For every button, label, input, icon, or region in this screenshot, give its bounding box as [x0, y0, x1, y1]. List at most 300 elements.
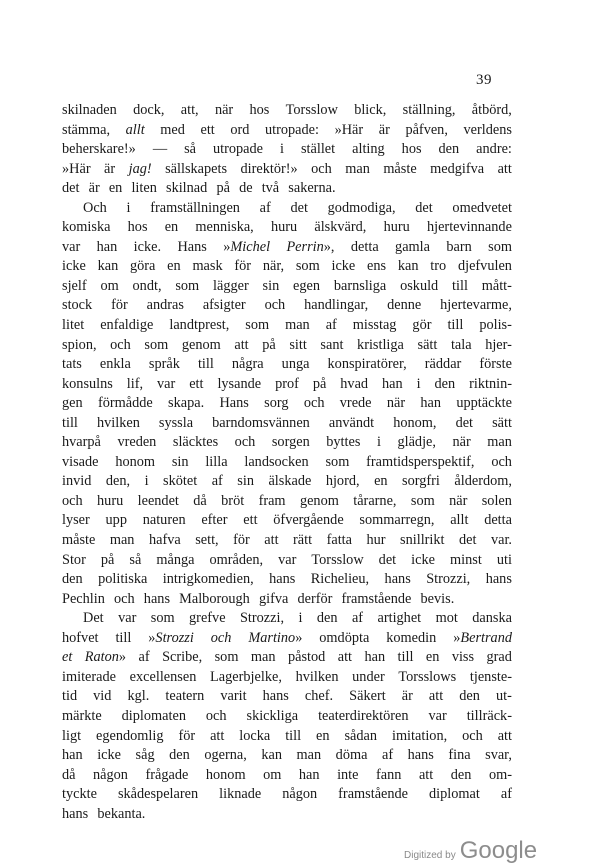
word — [130, 668, 197, 688]
word — [243, 511, 257, 531]
word — [248, 629, 302, 649]
word-segment: gamla — [395, 238, 430, 255]
word-segment: att — [497, 727, 512, 744]
word-segment: teatern — [165, 688, 205, 705]
word-segment: till — [447, 317, 464, 334]
word — [220, 687, 246, 707]
word — [200, 121, 214, 141]
word — [374, 472, 388, 492]
word-segment: » — [148, 629, 156, 646]
word-segment: många — [156, 551, 195, 568]
word — [411, 492, 435, 512]
word-segment: för — [111, 297, 128, 314]
word — [181, 101, 199, 121]
word — [484, 511, 512, 531]
word-segment: bevis. — [420, 590, 455, 607]
word — [351, 238, 379, 258]
word — [354, 101, 386, 121]
word-segment: som — [325, 453, 350, 470]
word — [497, 551, 512, 571]
word-segment: två — [261, 180, 280, 197]
word-segment: om — [263, 766, 282, 783]
word — [215, 101, 233, 121]
word — [318, 707, 409, 727]
text-line — [62, 355, 512, 375]
word-segment: sitt — [289, 336, 307, 353]
text-line — [62, 531, 512, 551]
word-segment: ett — [243, 512, 258, 529]
word — [293, 277, 320, 297]
word — [328, 355, 407, 375]
word-segment: Hans — [177, 238, 207, 255]
word — [400, 277, 438, 297]
word-segment: barnsliga — [333, 277, 387, 294]
word — [173, 433, 218, 453]
word — [62, 375, 113, 395]
word — [392, 727, 447, 747]
word-segment: sin — [171, 453, 189, 470]
word-segment: skilnaden — [62, 102, 117, 118]
italic-segment: Strozzi — [155, 629, 194, 646]
body-text — [62, 101, 512, 824]
word — [366, 453, 474, 473]
word-segment: den — [62, 571, 83, 588]
word-segment: fann — [376, 766, 402, 783]
word — [462, 727, 483, 747]
word-segment: imitation, — [391, 727, 448, 744]
word-segment: var — [157, 375, 176, 392]
word-segment: hafva — [148, 532, 181, 549]
word — [62, 414, 78, 434]
word — [98, 570, 147, 590]
word-segment: göra — [130, 258, 156, 275]
word-segment: sätt — [417, 336, 438, 353]
word-segment: hvad — [340, 375, 369, 392]
italic-segment: Perrin — [286, 238, 324, 255]
word — [440, 296, 512, 316]
word — [262, 179, 284, 199]
word — [261, 746, 282, 766]
word-segment: »Här — [334, 121, 364, 138]
text-line — [62, 257, 512, 277]
word-segment: mått- — [481, 277, 512, 294]
word-segment: upptäckte — [456, 395, 512, 412]
word-segment: », — [323, 238, 335, 255]
word — [364, 648, 385, 668]
word-segment: hvilken — [295, 668, 339, 685]
word-segment: utropade: — [265, 121, 319, 138]
word — [329, 414, 374, 434]
word — [430, 160, 484, 180]
word-segment: stället — [300, 141, 336, 158]
word-segment: stock — [62, 297, 93, 314]
text-line — [62, 218, 512, 238]
word-segment: släcktes — [172, 434, 219, 451]
word — [450, 551, 482, 571]
word-segment: landtprest, — [169, 317, 230, 334]
word — [395, 238, 430, 258]
word-segment: upp — [105, 512, 127, 529]
word-segment: Hans — [219, 395, 249, 412]
word-segment: uti — [496, 551, 512, 568]
word — [327, 531, 352, 551]
word — [205, 453, 227, 473]
word-segment: måste — [62, 532, 96, 549]
word-segment: hans — [485, 571, 512, 588]
word — [326, 316, 337, 336]
word-segment: sådan — [344, 727, 378, 744]
word — [275, 375, 299, 395]
word — [456, 394, 512, 414]
word — [139, 648, 150, 668]
word — [340, 375, 368, 395]
word-segment: solen — [481, 492, 512, 509]
word-segment: till — [115, 629, 132, 646]
word — [459, 531, 476, 551]
word — [182, 336, 221, 356]
word — [496, 687, 512, 707]
word-segment: sorgfri — [402, 473, 440, 490]
word-segment: i — [126, 199, 131, 216]
word — [264, 531, 278, 551]
text-line — [62, 375, 512, 395]
word-segment: andras — [146, 297, 184, 314]
word — [83, 199, 107, 219]
word-segment: räddar — [424, 356, 462, 373]
word — [452, 648, 474, 668]
word — [129, 551, 141, 571]
word-segment: diplomaten — [121, 707, 186, 724]
text-line — [62, 785, 512, 805]
word-segment: till — [285, 727, 302, 744]
word — [111, 296, 128, 316]
word-segment: sorg — [264, 395, 289, 412]
word — [62, 629, 99, 649]
word-segment: att — [418, 766, 434, 783]
word — [352, 668, 385, 688]
word-segment: och — [491, 453, 512, 470]
word-segment: hans — [269, 571, 296, 588]
word — [297, 590, 337, 610]
word-segment: i — [416, 375, 421, 392]
word-segment: på — [262, 336, 276, 353]
word-segment: unga — [281, 356, 310, 373]
word-segment: för — [178, 727, 196, 744]
word — [359, 511, 434, 531]
word — [282, 355, 310, 375]
word-segment: »Här — [62, 160, 91, 177]
word-segment: om — [100, 277, 119, 294]
word — [498, 727, 512, 747]
word-segment: af — [381, 747, 394, 764]
word — [379, 551, 396, 571]
word-segment: invid — [62, 473, 92, 490]
italic-segment: et — [62, 649, 73, 666]
word — [476, 140, 512, 160]
word-segment: syssla — [158, 414, 194, 431]
word — [467, 707, 512, 727]
word-segment: minst — [450, 551, 482, 568]
word — [273, 511, 343, 531]
word-segment: till — [197, 356, 214, 373]
word — [177, 238, 206, 258]
word — [501, 785, 512, 805]
word-segment: Strozzi, — [239, 610, 285, 627]
word — [215, 648, 239, 668]
word-segment: beherskare!» — [62, 141, 136, 158]
word — [159, 414, 193, 434]
word — [282, 785, 317, 805]
word-segment: är — [378, 121, 390, 138]
word — [62, 160, 91, 180]
word-segment: hans — [62, 805, 89, 822]
word — [62, 727, 81, 747]
word — [126, 121, 145, 141]
word-segment: han — [382, 375, 403, 392]
word-segment: tyckte — [62, 786, 97, 803]
word-segment: var — [62, 238, 81, 255]
word — [62, 277, 87, 297]
word-segment: viss — [451, 649, 475, 666]
word — [147, 296, 184, 316]
word — [269, 570, 295, 590]
word — [479, 355, 512, 375]
text-line — [62, 336, 512, 356]
word-segment: det — [62, 180, 80, 197]
word — [203, 296, 246, 316]
word — [426, 570, 470, 590]
word — [344, 727, 377, 747]
word — [280, 140, 284, 160]
word-segment: och — [462, 727, 483, 744]
word-segment: för — [233, 532, 250, 549]
word — [118, 785, 198, 805]
word — [336, 746, 368, 766]
word — [97, 805, 150, 825]
word-segment: menniska, — [195, 219, 254, 236]
text-line — [62, 629, 512, 649]
word-segment: litet — [62, 317, 85, 334]
word — [212, 472, 223, 492]
word — [288, 179, 340, 199]
word — [62, 648, 72, 668]
word — [204, 746, 246, 766]
word — [311, 160, 332, 180]
word — [479, 316, 512, 336]
word — [285, 316, 310, 336]
word — [98, 394, 153, 414]
word — [398, 648, 414, 668]
word-segment: språk — [148, 356, 180, 373]
word-segment: den — [438, 141, 460, 158]
word — [210, 727, 224, 747]
word — [268, 472, 311, 492]
word-segment: konsulns — [62, 375, 113, 392]
word — [429, 707, 447, 727]
word — [133, 277, 162, 297]
word-segment: och — [311, 160, 332, 177]
word — [488, 238, 512, 258]
word — [262, 336, 276, 356]
word-segment: bröt — [221, 492, 245, 509]
word — [210, 551, 264, 571]
word-segment: genom — [299, 492, 339, 509]
word-segment: spion, — [62, 336, 97, 353]
digitization-credit — [404, 837, 537, 865]
word-segment: när — [386, 395, 406, 412]
word-segment: då — [62, 766, 76, 783]
word-segment: Scribe, — [162, 649, 203, 666]
word-segment: sorgen — [271, 434, 310, 451]
word — [136, 746, 155, 766]
word-segment: allt — [450, 512, 469, 529]
word — [290, 199, 307, 219]
word-segment: visade — [62, 453, 99, 470]
word — [115, 453, 155, 473]
word-segment: artighet — [377, 610, 422, 627]
word-segment: komiska — [62, 219, 111, 236]
word-segment: denne — [387, 297, 422, 314]
word-segment: skilnad — [166, 180, 208, 197]
word — [115, 629, 131, 649]
word-segment: måste — [383, 160, 417, 177]
word-segment: en — [108, 180, 123, 197]
digitized-by-label: Digitized by — [404, 850, 456, 861]
word-segment: sant — [320, 336, 344, 353]
text-line — [62, 433, 512, 453]
word-segment: Och — [83, 199, 107, 216]
word-segment: medgifva — [430, 160, 485, 177]
word-segment: det — [415, 199, 433, 216]
word-segment: så — [184, 141, 197, 158]
word — [106, 511, 127, 531]
word-segment: honom, — [393, 414, 437, 431]
word-segment: blick, — [354, 102, 387, 118]
word-segment: fram — [258, 492, 286, 509]
word-segment: barndomsvännen — [212, 414, 310, 431]
word — [62, 433, 101, 453]
word — [342, 590, 416, 610]
word — [408, 746, 434, 766]
word — [62, 492, 83, 512]
word — [265, 121, 319, 141]
word-segment: sällskapets — [165, 160, 228, 177]
word-segment: på — [100, 551, 115, 568]
word — [219, 394, 248, 414]
word-segment: derför — [297, 590, 333, 607]
word — [97, 746, 121, 766]
word — [485, 336, 512, 356]
word — [498, 160, 512, 180]
word-segment: icke — [62, 258, 86, 275]
word-segment: och — [205, 707, 227, 724]
word — [62, 746, 83, 766]
word — [464, 121, 512, 141]
word-segment: det — [378, 551, 397, 568]
word — [145, 472, 149, 492]
word — [93, 687, 111, 707]
word-segment: som — [245, 317, 270, 334]
text-line — [62, 238, 512, 258]
word-segment: märkte — [62, 707, 102, 724]
word-segment: att — [210, 727, 225, 744]
word — [469, 375, 512, 395]
word-segment: lysande — [217, 375, 262, 392]
word-segment: man — [296, 747, 322, 764]
word — [134, 238, 161, 258]
word — [166, 179, 212, 199]
word-segment: hjer- — [485, 336, 512, 353]
word — [300, 492, 339, 512]
word — [201, 511, 227, 531]
word-segment: man — [285, 317, 310, 334]
word — [335, 121, 364, 141]
word-segment: af — [325, 317, 337, 334]
word-segment: grad — [486, 649, 512, 666]
word-segment: hur — [366, 532, 386, 549]
italic-segment: och — [210, 629, 232, 646]
page-number: 39 — [476, 72, 492, 88]
word-segment: andre: — [476, 141, 512, 158]
word — [97, 414, 140, 434]
word-segment: sjelf — [62, 277, 87, 294]
word-segment: oskuld — [400, 277, 439, 294]
word — [62, 296, 92, 316]
word — [237, 472, 254, 492]
word-segment: öfvergående — [273, 512, 344, 529]
word — [127, 199, 131, 219]
text-line — [62, 472, 512, 492]
word — [429, 785, 480, 805]
word-segment: hjertevarme, — [440, 297, 512, 314]
text-line — [62, 746, 512, 766]
word-segment: » — [223, 238, 231, 255]
word — [153, 140, 167, 160]
text-line — [62, 394, 512, 414]
word-segment: icke — [331, 258, 356, 275]
word-segment: tats — [62, 356, 82, 373]
italic-segment: allt — [125, 121, 145, 138]
word — [235, 433, 256, 453]
word-segment: döma — [335, 747, 368, 764]
word-segment: gen — [62, 395, 83, 412]
word-segment: som — [410, 492, 435, 509]
word — [62, 355, 82, 375]
word — [106, 472, 130, 492]
word — [233, 531, 250, 551]
word — [311, 570, 369, 590]
word-segment: då — [193, 492, 207, 509]
word — [165, 218, 179, 238]
text-line — [62, 277, 512, 297]
word — [151, 609, 175, 629]
word-segment: såg — [135, 747, 155, 764]
word-segment: liten — [131, 180, 157, 197]
word — [325, 453, 349, 473]
word-segment: tro — [430, 258, 447, 275]
word-segment: en — [374, 473, 388, 490]
word-segment: så — [129, 551, 142, 568]
word-segment: ålderdom, — [454, 473, 512, 490]
word — [162, 648, 202, 668]
word-segment: vrede — [339, 395, 372, 412]
word — [352, 140, 385, 160]
word-segment: till — [397, 649, 414, 666]
word — [304, 394, 325, 414]
word-segment: svar, — [485, 747, 512, 764]
word-segment: sommarregn, — [359, 512, 435, 529]
word — [263, 277, 280, 297]
